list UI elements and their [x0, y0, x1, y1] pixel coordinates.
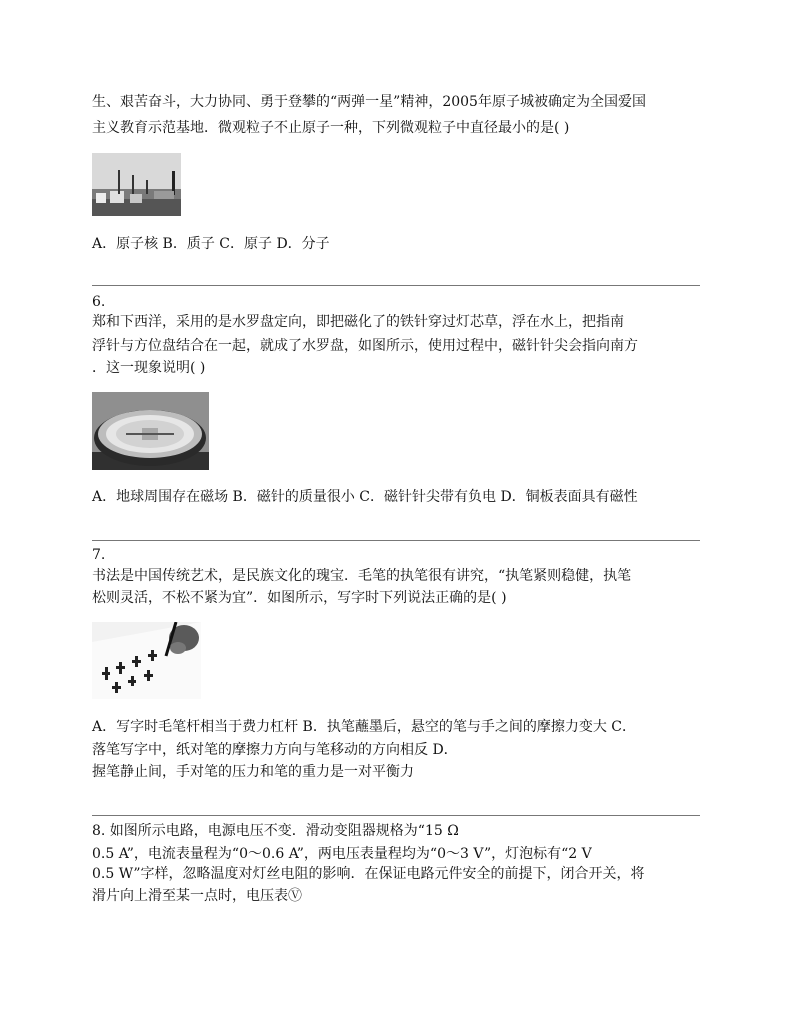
q6-number: 6. — [92, 294, 106, 310]
q7-text-line-1: 书法是中国传统艺术，是民族文化的瑰宝．毛笔的执笔很有讲究，“执笔紧则稳健，执笔 — [92, 568, 632, 584]
divider — [92, 815, 700, 816]
q6-water-compass-photo — [92, 392, 209, 470]
q7-number: 7. — [92, 547, 106, 563]
divider — [92, 285, 700, 286]
q7-calligraphy-photo — [92, 622, 201, 699]
q8-text-line-3: 0.5 W”字样，忽略温度对灯丝电阻的影响．在保证电路元件安全的前提下，闭合开关，将 — [92, 866, 645, 882]
q7-option-line-2: 落笔写字中，纸对笔的摩擦力方向与笔移动的方向相反 D． — [92, 742, 458, 758]
q6-text-line-3: ．这一现象说明( ) — [92, 360, 206, 376]
q5-atomic-city-photo — [92, 153, 181, 216]
q7-option-line-1: A．写字时毛笔杆相当于费力杠杆 B．执笔蘸墨后，悬空的笔与手之间的摩擦力变大 C． — [92, 719, 637, 735]
q6-text-line-1: 郑和下西洋，采用的是水罗盘定向，即把磁化了的铁针穿过灯芯草，浮在水上，把指南 — [92, 314, 624, 330]
q7-option-line-3: 握笔静止间，手对笔的压力和笔的重力是一对平衡力 — [92, 764, 414, 780]
q7-text-line-2: 松则灵活，不松不紧为宜”．如图所示，写字时下列说法正确的是( ) — [92, 590, 507, 606]
q8-text-line-2: 0.5 A”，电流表量程为“0～0.6 A”，两电压表量程均为“0～3 V”，灯泡标有“2 V — [92, 846, 592, 862]
q6-options: A．地球周围存在磁场 B．磁针的质量很小 C．磁针针尖带有负电 D．铜板表面具有磁性 — [92, 489, 638, 505]
q5-text-line-2: 主义教育示范基地．微观粒子不止原子一种，下列微观粒子中直径最小的是( ) — [92, 120, 570, 136]
q5-options: A．原子核 B．质子 C．原子 D．分子 — [92, 236, 330, 252]
divider — [92, 540, 700, 541]
q5-text-line-1: 生、艰苦奋斗，大力协同、勇于登攀的“两弹一星”精神，2005年原子城被确定为全国爱国 — [92, 94, 646, 110]
q8-text-line-4: 滑片向上滑至某一点时，电压表Ⓥ — [92, 888, 302, 904]
q6-text-line-2: 浮针与方位盘结合在一起，就成了水罗盘，如图所示，使用过程中，磁针针尖会指向南方 — [92, 338, 638, 354]
q8-text-line-1: 8. 如图所示电路，电源电压不变．滑动变阻器规格为“15 Ω — [92, 823, 459, 839]
